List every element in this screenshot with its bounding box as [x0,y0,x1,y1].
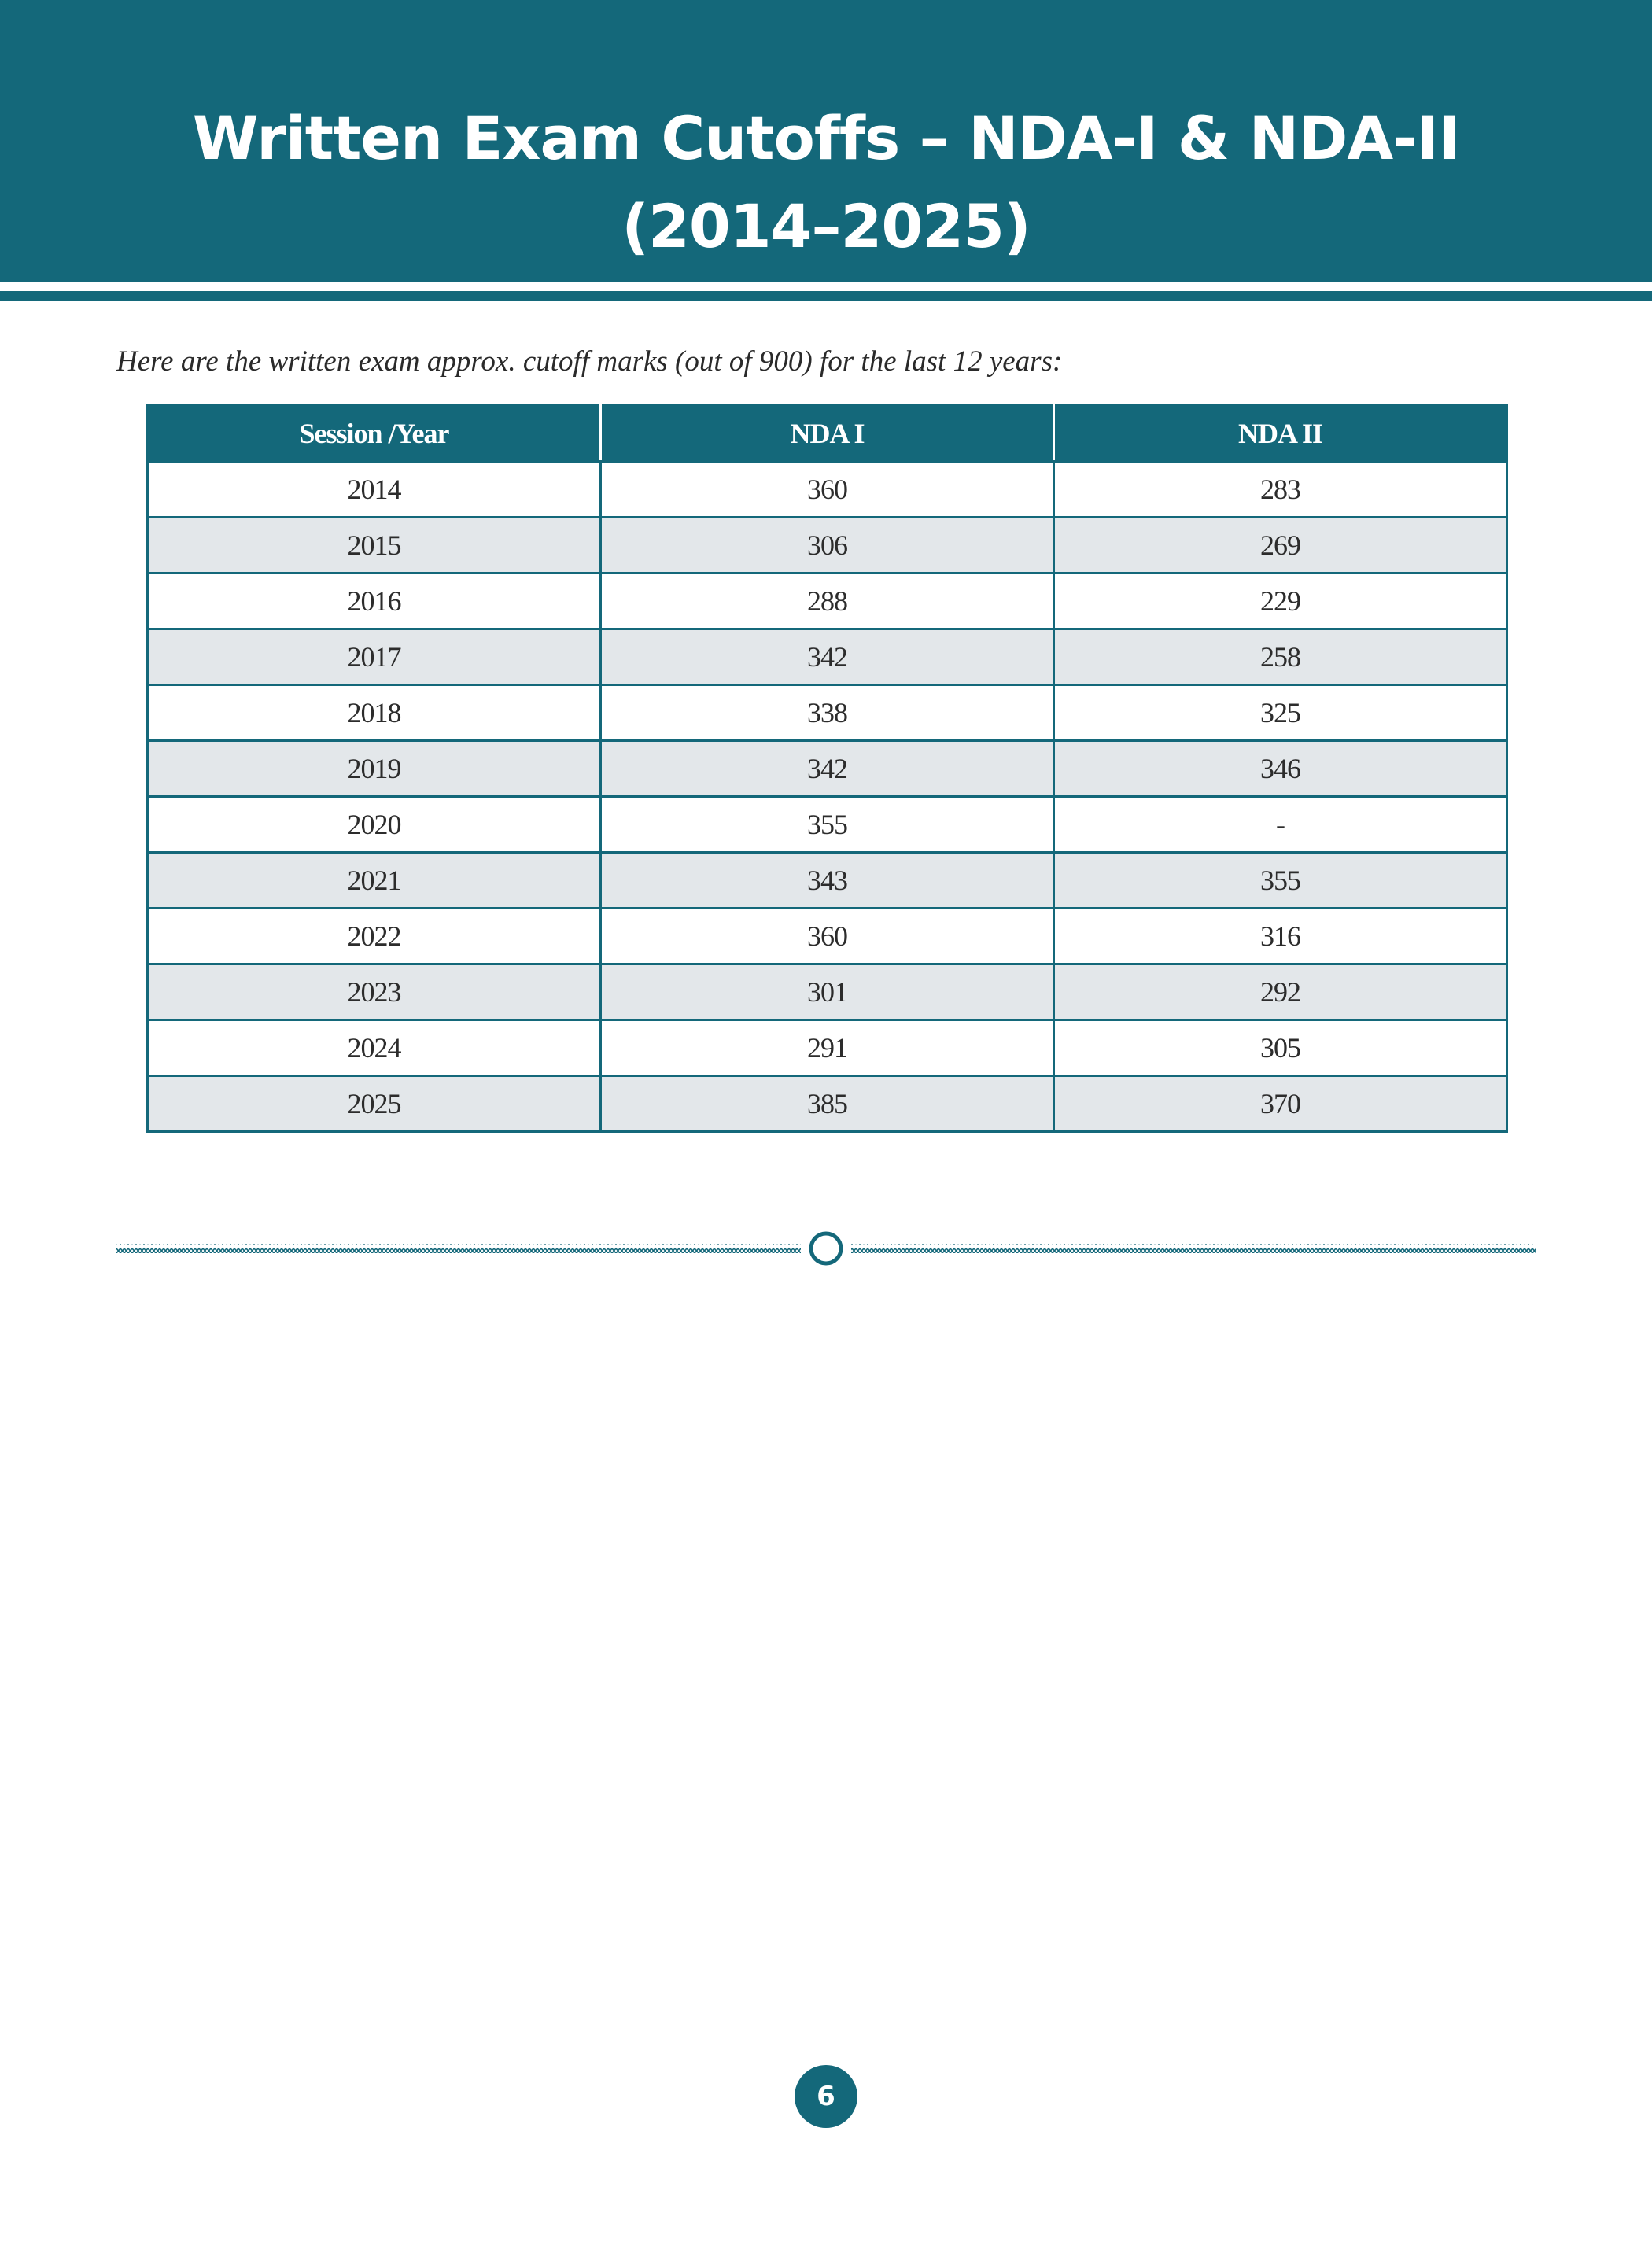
nda-2-cell: 269 [1054,518,1507,573]
nda-1-cell: 360 [601,909,1054,964]
nda-1-cell: 288 [601,573,1054,629]
nda-2-cell: 283 [1054,462,1507,518]
nda-2-cell: - [1054,797,1507,853]
nda-2-cell: 229 [1054,573,1507,629]
divider-braid-right [851,1244,1536,1253]
table-row [148,797,1507,853]
year-cell: 2016 [148,573,601,629]
table-row [148,629,1507,685]
intro-text: Here are the written exam approx. cutoff marks (out of 900) for the last 12 years: [116,345,1063,378]
table-row [148,573,1507,629]
year-cell: 2020 [148,797,601,853]
table-row [148,518,1507,573]
nda-1-cell: 291 [601,1020,1054,1076]
year-cell: 2023 [148,964,601,1020]
table-row [148,853,1507,909]
year-cell: 2022 [148,909,601,964]
nda-1-cell: 342 [601,741,1054,797]
cutoff-table [146,404,1508,1133]
divider-braid-left [116,1244,801,1253]
year-cell: 2014 [148,462,601,518]
table-row [148,1076,1507,1132]
table-header-row [148,406,1507,462]
year-cell: 2019 [148,741,601,797]
nda-2-cell: 305 [1054,1020,1507,1076]
nda-2-cell: 346 [1054,741,1507,797]
table-row [148,964,1507,1020]
nda-2-cell: 355 [1054,853,1507,909]
year-cell: 2024 [148,1020,601,1076]
nda-1-cell: 385 [601,1076,1054,1132]
nda-2-cell: 292 [1054,964,1507,1020]
year-cell: 2018 [148,685,601,741]
table-row [148,462,1507,518]
table-row [148,685,1507,741]
column-header-nda-1: NDA I [601,406,1054,462]
page-title-line-2: (2014–2025) [621,191,1031,261]
ornamental-divider [116,1227,1536,1270]
nda-1-cell: 360 [601,462,1054,518]
nda-1-cell: 343 [601,853,1054,909]
table-row [148,909,1507,964]
header-rule [0,291,1652,301]
nda-2-cell: 370 [1054,1076,1507,1132]
nda-1-cell: 338 [601,685,1054,741]
column-header-nda-2: NDA II [1054,406,1507,462]
year-cell: 2017 [148,629,601,685]
year-cell: 2021 [148,853,601,909]
column-header-session-year: Session /Year [148,406,601,462]
year-cell: 2025 [148,1076,601,1132]
nda-1-cell: 301 [601,964,1054,1020]
nda-1-cell: 306 [601,518,1054,573]
nda-2-cell: 325 [1054,685,1507,741]
nda-2-cell: 258 [1054,629,1507,685]
table-row [148,1020,1507,1076]
year-cell: 2015 [148,518,601,573]
nda-2-cell: 316 [1054,909,1507,964]
page-title [0,94,1652,271]
page-title-line-1: Written Exam Cutoffs – NDA-I & NDA-II [192,103,1460,173]
table-row [148,741,1507,797]
nda-1-cell: 355 [601,797,1054,853]
nda-1-cell: 342 [601,629,1054,685]
divider-ring-icon [811,1233,841,1263]
page-number-badge: 6 [795,2065,857,2128]
